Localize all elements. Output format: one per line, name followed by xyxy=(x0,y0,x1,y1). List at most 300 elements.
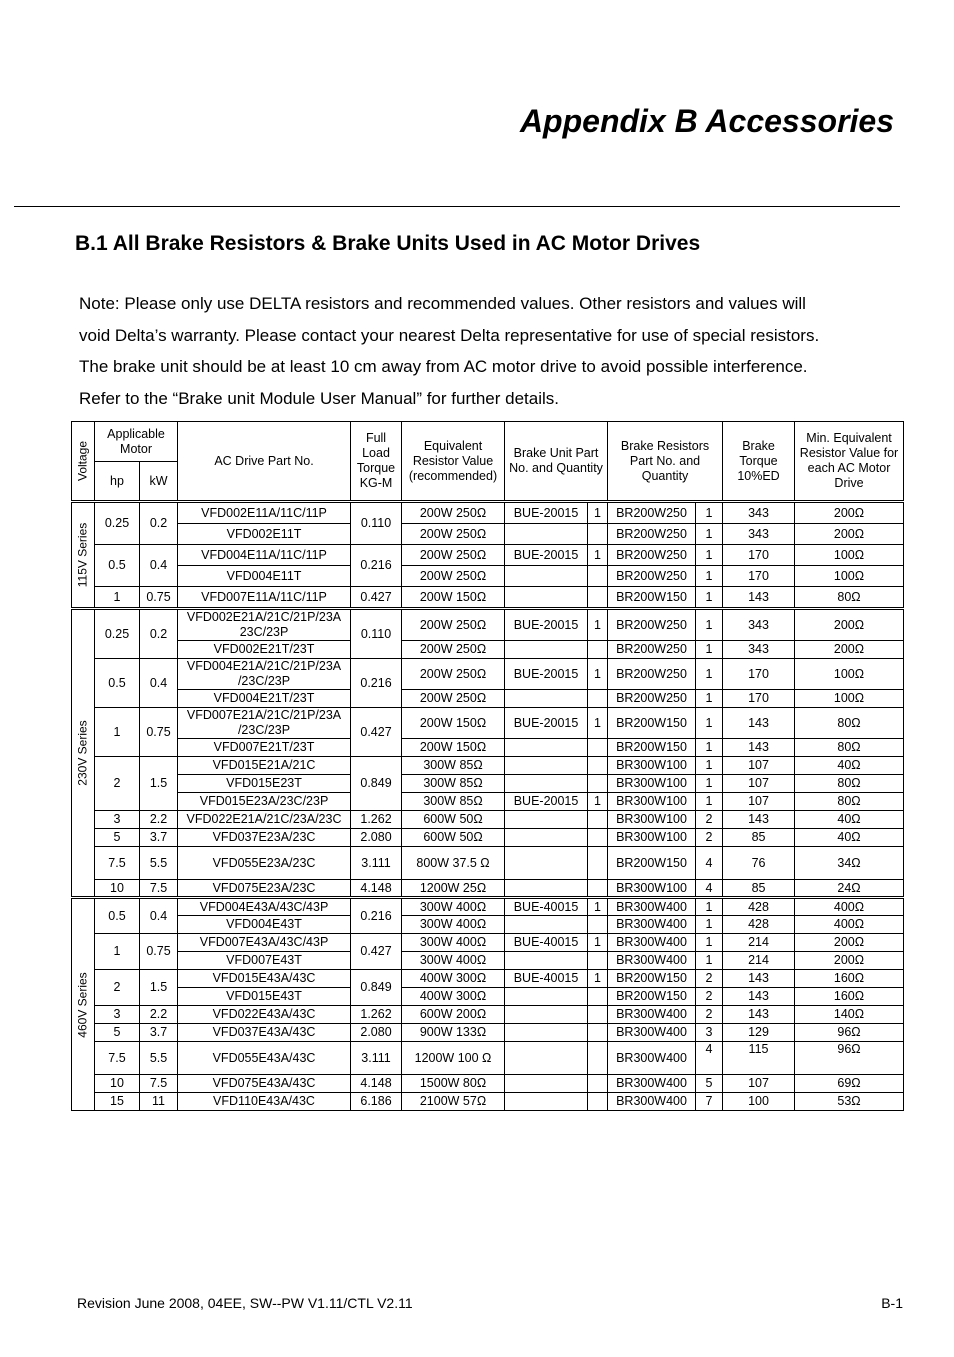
part-cell: VFD037E23A/23C xyxy=(178,829,351,847)
brake-resistor-qty-cell: 1 xyxy=(696,502,723,524)
min-resistor-cell: 80Ω xyxy=(795,708,904,739)
min-resistor-cell: 40Ω xyxy=(795,757,904,775)
brake-torque-cell: 214 xyxy=(723,934,795,952)
table-row xyxy=(72,545,904,566)
resistor-cell: 200W 250Ω xyxy=(402,502,505,524)
torque-cell: 0.427 xyxy=(351,708,402,757)
min-resistor-cell: 80Ω xyxy=(795,587,904,609)
kw-cell: 7.5 xyxy=(140,880,178,898)
min-resistor-cell: 200Ω xyxy=(795,952,904,970)
min-resistor-cell: 400Ω xyxy=(795,916,904,934)
table-row xyxy=(72,1075,904,1093)
brake-resistor-qty-cell: 1 xyxy=(696,793,723,811)
brake-torque-cell: 143 xyxy=(723,970,795,988)
table-row xyxy=(72,641,904,659)
brake-resistor-qty-cell: 1 xyxy=(696,690,723,708)
brake-resistor-qty-cell: 1 xyxy=(696,609,723,641)
brake-unit-qty-cell: 1 xyxy=(588,609,608,641)
hp-cell: 2 xyxy=(95,757,140,811)
brake-unit-cell xyxy=(505,524,588,545)
brake-torque-cell: 85 xyxy=(723,829,795,847)
table-row xyxy=(72,775,904,793)
header-brake-torque: Brake Torque 10%ED xyxy=(723,422,795,502)
brake-unit-qty-cell xyxy=(588,1093,608,1111)
brake-resistor-qty-cell: 5 xyxy=(696,1075,723,1093)
resistor-cell: 300W 400Ω xyxy=(402,916,505,934)
brake-torque-cell: 107 xyxy=(723,1075,795,1093)
table-row xyxy=(72,587,904,609)
brake-resistor-qty-cell: 4 xyxy=(696,847,723,880)
min-resistor-cell: 200Ω xyxy=(795,502,904,524)
resistor-cell: 300W 400Ω xyxy=(402,898,505,916)
torque-cell: 6.186 xyxy=(351,1093,402,1111)
brake-resistor-cell: BR300W400 xyxy=(608,1042,696,1075)
brake-torque-cell: 107 xyxy=(723,757,795,775)
brake-torque-cell: 85 xyxy=(723,880,795,898)
brake-resistor-qty-cell: 1 xyxy=(696,524,723,545)
brake-resistor-cell: BR300W400 xyxy=(608,1093,696,1111)
resistor-cell: 1500W 80Ω xyxy=(402,1075,505,1093)
table-row xyxy=(72,811,904,829)
brake-unit-qty-cell: 1 xyxy=(588,934,608,952)
brake-resistor-qty-cell: 1 xyxy=(696,775,723,793)
part-cell: VFD075E23A/23C xyxy=(178,880,351,898)
brake-resistor-cell: BR300W400 xyxy=(608,1024,696,1042)
resistor-cell: 300W 85Ω xyxy=(402,757,505,775)
part-cell: VFD015E43T xyxy=(178,988,351,1006)
kw-cell: 5.5 xyxy=(140,847,178,880)
torque-cell: 3.111 xyxy=(351,1042,402,1075)
table-row xyxy=(72,847,904,880)
brake-resistor-qty-cell: 4 xyxy=(696,1042,723,1075)
brake-resistor-qty-cell: 1 xyxy=(696,659,723,690)
torque-cell: 2.080 xyxy=(351,829,402,847)
brake-torque-cell: 100 xyxy=(723,1093,795,1111)
brake-unit-qty-cell xyxy=(588,566,608,587)
resistor-cell: 200W 250Ω xyxy=(402,566,505,587)
part-cell: VFD004E21A/21C/21P/23A /23C/23P xyxy=(178,659,351,690)
resistor-cell: 900W 133Ω xyxy=(402,1024,505,1042)
brake-resistor-cell: BR300W400 xyxy=(608,898,696,916)
brake-resistor-cell: BR300W100 xyxy=(608,829,696,847)
torque-cell: 4.148 xyxy=(351,1075,402,1093)
hp-cell: 2 xyxy=(95,970,140,1006)
part-cell: VFD007E21A/21C/21P/23A /23C/23P xyxy=(178,708,351,739)
brake-unit-cell xyxy=(505,1075,588,1093)
brake-resistor-cell: BR200W250 xyxy=(608,502,696,524)
part-cell: VFD055E23A/23C xyxy=(178,847,351,880)
brake-unit-qty-cell xyxy=(588,916,608,934)
hp-cell: 15 xyxy=(95,1093,140,1111)
brake-torque-cell: 143 xyxy=(723,988,795,1006)
resistor-cell: 400W 300Ω xyxy=(402,988,505,1006)
brake-resistor-qty-cell: 1 xyxy=(696,641,723,659)
resistor-cell: 200W 250Ω xyxy=(402,690,505,708)
brake-unit-cell: BUE-20015 xyxy=(505,708,588,739)
brake-resistor-qty-cell: 2 xyxy=(696,829,723,847)
brake-torque-cell: 343 xyxy=(723,502,795,524)
kw-cell: 0.75 xyxy=(140,708,178,757)
brake-torque-cell: 343 xyxy=(723,524,795,545)
torque-cell: 0.110 xyxy=(351,609,402,659)
kw-cell: 7.5 xyxy=(140,1075,178,1093)
torque-cell: 3.111 xyxy=(351,847,402,880)
brake-unit-cell xyxy=(505,829,588,847)
part-cell: VFD004E11A/11C/11P xyxy=(178,545,351,566)
brake-resistor-qty-cell: 4 xyxy=(696,880,723,898)
header-brake-resistors: Brake Resistors Part No. and Quantity xyxy=(608,422,723,502)
min-resistor-cell: 100Ω xyxy=(795,690,904,708)
brake-unit-cell xyxy=(505,952,588,970)
brake-unit-qty-cell xyxy=(588,739,608,757)
table-row xyxy=(72,708,904,739)
brake-resistor-qty-cell: 1 xyxy=(696,545,723,566)
resistor-cell: 200W 150Ω xyxy=(402,708,505,739)
part-cell: VFD015E21A/21C xyxy=(178,757,351,775)
brake-unit-qty-cell: 1 xyxy=(588,545,608,566)
brake-torque-cell: 107 xyxy=(723,775,795,793)
brake-resistor-cell: BR300W400 xyxy=(608,1075,696,1093)
resistor-cell: 200W 150Ω xyxy=(402,739,505,757)
brake-unit-cell xyxy=(505,880,588,898)
series-label: 460V Series xyxy=(72,898,95,1111)
brake-unit-qty-cell: 1 xyxy=(588,898,608,916)
part-cell: VFD037E43A/43C xyxy=(178,1024,351,1042)
hp-cell: 1 xyxy=(95,934,140,970)
resistor-cell: 200W 250Ω xyxy=(402,524,505,545)
brake-unit-cell: BUE-40015 xyxy=(505,898,588,916)
brake-torque-cell: 143 xyxy=(723,1006,795,1024)
series-230v xyxy=(72,609,904,898)
brake-resistor-qty-cell: 1 xyxy=(696,952,723,970)
hp-cell: 1 xyxy=(95,587,140,609)
brake-resistor-cell: BR200W250 xyxy=(608,545,696,566)
table-row xyxy=(72,739,904,757)
brake-torque-cell: 143 xyxy=(723,708,795,739)
hp-cell: 0.5 xyxy=(95,545,140,587)
min-resistor-cell: 100Ω xyxy=(795,566,904,587)
hp-cell: 10 xyxy=(95,1075,140,1093)
brake-resistor-cell: BR200W250 xyxy=(608,609,696,641)
kw-cell: 0.4 xyxy=(140,545,178,587)
brake-resistor-cell: BR200W250 xyxy=(608,524,696,545)
resistor-cell: 600W 50Ω xyxy=(402,829,505,847)
kw-cell: 0.4 xyxy=(140,659,178,708)
note-line: The brake unit should be at least 10 cm away from AC motor drive to avoid possible interference. xyxy=(79,357,808,376)
hp-cell: 5 xyxy=(95,829,140,847)
table-row xyxy=(72,793,904,811)
min-resistor-cell: 200Ω xyxy=(795,934,904,952)
brake-torque-cell: 76 xyxy=(723,847,795,880)
min-resistor-cell: 100Ω xyxy=(795,659,904,690)
kw-cell: 11 xyxy=(140,1093,178,1111)
brake-unit-cell xyxy=(505,847,588,880)
hp-cell: 1 xyxy=(95,708,140,757)
torque-cell: 0.849 xyxy=(351,970,402,1006)
kw-cell: 0.75 xyxy=(140,934,178,970)
brake-resistor-qty-cell: 1 xyxy=(696,757,723,775)
torque-cell: 0.110 xyxy=(351,502,402,545)
brake-unit-cell xyxy=(505,566,588,587)
resistor-cell: 200W 250Ω xyxy=(402,641,505,659)
table-row xyxy=(72,690,904,708)
brake-unit-cell xyxy=(505,690,588,708)
table-row xyxy=(72,609,904,641)
brake-unit-cell xyxy=(505,1093,588,1111)
resistor-cell: 600W 200Ω xyxy=(402,1006,505,1024)
table-row xyxy=(72,829,904,847)
brake-resistor-qty-cell: 1 xyxy=(696,566,723,587)
brake-unit-qty-cell xyxy=(588,829,608,847)
brake-resistor-qty-cell: 1 xyxy=(696,708,723,739)
footer-revision: Revision June 2008, 04EE, SW--PW V1.11/CTL V2.11 xyxy=(77,1295,413,1311)
header-torque: Full Load Torque KG-M xyxy=(351,422,402,502)
min-resistor-cell: 140Ω xyxy=(795,1006,904,1024)
resistor-cell: 2100W 57Ω xyxy=(402,1093,505,1111)
brake-unit-cell: BUE-40015 xyxy=(505,970,588,988)
torque-cell: 0.427 xyxy=(351,587,402,609)
series-460v xyxy=(72,898,904,1111)
brake-unit-cell: BUE-20015 xyxy=(505,545,588,566)
resistor-cell: 200W 250Ω xyxy=(402,609,505,641)
kw-cell: 2.2 xyxy=(140,1006,178,1024)
min-resistor-cell: 400Ω xyxy=(795,898,904,916)
resistor-cell: 1200W 100 Ω xyxy=(402,1042,505,1075)
brake-torque-cell: 107 xyxy=(723,793,795,811)
brake-resistor-cell: BR200W150 xyxy=(608,847,696,880)
min-resistor-cell: 200Ω xyxy=(795,609,904,641)
brake-unit-qty-cell xyxy=(588,1042,608,1075)
brake-unit-qty-cell xyxy=(588,952,608,970)
table-row xyxy=(72,659,904,690)
brake-resistor-qty-cell: 2 xyxy=(696,811,723,829)
part-cell: VFD015E43A/43C xyxy=(178,970,351,988)
brake-unit-cell xyxy=(505,775,588,793)
brake-torque-cell: 214 xyxy=(723,952,795,970)
part-cell: VFD015E23A/23C/23P xyxy=(178,793,351,811)
footer-page-number: B-1 xyxy=(881,1295,903,1311)
resistor-cell: 300W 400Ω xyxy=(402,934,505,952)
series-label: 115V Series xyxy=(72,502,95,609)
min-resistor-cell: 200Ω xyxy=(795,524,904,545)
brake-resistor-cell: BR200W150 xyxy=(608,739,696,757)
min-resistor-cell: 200Ω xyxy=(795,641,904,659)
min-resistor-cell: 160Ω xyxy=(795,970,904,988)
hp-cell: 3 xyxy=(95,811,140,829)
brake-unit-qty-cell xyxy=(588,847,608,880)
brake-resistor-qty-cell: 1 xyxy=(696,934,723,952)
part-cell: VFD004E11T xyxy=(178,566,351,587)
brake-unit-cell: BUE-40015 xyxy=(505,934,588,952)
part-cell: VFD007E43T xyxy=(178,952,351,970)
brake-resistor-qty-cell: 2 xyxy=(696,970,723,988)
brake-unit-qty-cell: 1 xyxy=(588,502,608,524)
min-resistor-cell: 96Ω xyxy=(795,1042,904,1075)
brake-resistor-qty-cell: 1 xyxy=(696,916,723,934)
part-cell: VFD022E21A/21C/23A/23C xyxy=(178,811,351,829)
table-row xyxy=(72,970,904,988)
part-cell: VFD002E21T/23T xyxy=(178,641,351,659)
brake-torque-cell: 428 xyxy=(723,916,795,934)
kw-cell: 1.5 xyxy=(140,970,178,1006)
brake-unit-cell: BUE-20015 xyxy=(505,502,588,524)
table-row xyxy=(72,566,904,587)
brake-resistor-cell: BR300W400 xyxy=(608,934,696,952)
brake-unit-qty-cell xyxy=(588,775,608,793)
resistor-cell: 600W 50Ω xyxy=(402,811,505,829)
brake-unit-qty-cell xyxy=(588,524,608,545)
header-min-resistor: Min. Equivalent Resistor Value for each AC Motor Drive xyxy=(795,422,904,502)
kw-cell: 0.75 xyxy=(140,587,178,609)
brake-unit-cell xyxy=(505,1024,588,1042)
resistor-cell: 300W 85Ω xyxy=(402,775,505,793)
brake-unit-cell: BUE-20015 xyxy=(505,793,588,811)
table-row xyxy=(72,1093,904,1111)
brake-resistor-cell: BR300W100 xyxy=(608,793,696,811)
note-line: Note: Please only use DELTA resistors and recommended values. Other resistors and values will xyxy=(79,294,806,313)
resistor-cell: 300W 400Ω xyxy=(402,952,505,970)
kw-cell: 0.2 xyxy=(140,502,178,545)
table-row xyxy=(72,1042,904,1075)
header-kw: kW xyxy=(140,462,178,502)
min-resistor-cell: 24Ω xyxy=(795,880,904,898)
brake-unit-cell xyxy=(505,988,588,1006)
brake-unit-qty-cell xyxy=(588,880,608,898)
brake-torque-cell: 170 xyxy=(723,566,795,587)
brake-resistor-cell: BR300W400 xyxy=(608,916,696,934)
min-resistor-cell: 96Ω xyxy=(795,1024,904,1042)
min-resistor-cell: 80Ω xyxy=(795,793,904,811)
brake-unit-qty-cell xyxy=(588,1024,608,1042)
kw-cell: 2.2 xyxy=(140,811,178,829)
table-row xyxy=(72,502,904,524)
torque-cell: 0.427 xyxy=(351,934,402,970)
brake-resistor-table xyxy=(71,421,904,1111)
brake-unit-qty-cell: 1 xyxy=(588,793,608,811)
chapter-title: Appendix B Accessories xyxy=(519,103,894,139)
resistor-cell: 200W 250Ω xyxy=(402,659,505,690)
brake-torque-cell: 343 xyxy=(723,609,795,641)
hp-cell: 7.5 xyxy=(95,847,140,880)
hp-cell: 0.5 xyxy=(95,659,140,708)
brake-resistor-qty-cell: 2 xyxy=(696,988,723,1006)
brake-unit-qty-cell: 1 xyxy=(588,659,608,690)
hp-cell: 3 xyxy=(95,1006,140,1024)
min-resistor-cell: 80Ω xyxy=(795,739,904,757)
header-brake-unit: Brake Unit Part No. and Quantity xyxy=(505,422,608,502)
torque-cell: 1.262 xyxy=(351,1006,402,1024)
part-cell: VFD007E43A/43C/43P xyxy=(178,934,351,952)
brake-resistor-cell: BR300W400 xyxy=(608,1006,696,1024)
part-cell: VFD075E43A/43C xyxy=(178,1075,351,1093)
brake-unit-cell xyxy=(505,587,588,609)
resistor-cell: 300W 85Ω xyxy=(402,793,505,811)
header-rule xyxy=(14,206,900,207)
brake-resistor-qty-cell: 1 xyxy=(696,587,723,609)
table-row xyxy=(72,524,904,545)
brake-resistor-cell: BR200W250 xyxy=(608,566,696,587)
brake-resistor-cell: BR200W250 xyxy=(608,659,696,690)
brake-torque-cell: 170 xyxy=(723,545,795,566)
brake-unit-cell xyxy=(505,916,588,934)
brake-unit-qty-cell: 1 xyxy=(588,708,608,739)
hp-cell: 0.5 xyxy=(95,898,140,934)
brake-unit-cell xyxy=(505,1042,588,1075)
table-row xyxy=(72,916,904,934)
brake-unit-cell xyxy=(505,641,588,659)
brake-resistor-cell: BR200W150 xyxy=(608,970,696,988)
header-hp: hp xyxy=(95,462,140,502)
part-cell: VFD022E43A/43C xyxy=(178,1006,351,1024)
min-resistor-cell: 100Ω xyxy=(795,545,904,566)
hp-cell: 10 xyxy=(95,880,140,898)
brake-torque-cell: 143 xyxy=(723,587,795,609)
brake-unit-cell: BUE-20015 xyxy=(505,659,588,690)
kw-cell: 3.7 xyxy=(140,1024,178,1042)
part-cell: VFD007E21T/23T xyxy=(178,739,351,757)
min-resistor-cell: 53Ω xyxy=(795,1093,904,1111)
brake-torque-cell: 170 xyxy=(723,690,795,708)
hp-cell: 7.5 xyxy=(95,1042,140,1075)
brake-torque-cell: 343 xyxy=(723,641,795,659)
resistor-cell: 1200W 25Ω xyxy=(402,880,505,898)
header-resistor: Equivalent Resistor Value (recommended) xyxy=(402,422,505,502)
header-applicable-motor: Applicable Motor xyxy=(95,422,178,462)
brake-torque-cell: 428 xyxy=(723,898,795,916)
part-cell: VFD002E11A/11C/11P xyxy=(178,502,351,524)
part-cell: VFD002E21A/21C/21P/23A 23C/23P xyxy=(178,609,351,641)
brake-resistor-cell: BR200W250 xyxy=(608,690,696,708)
series-115v xyxy=(72,502,904,609)
brake-resistor-qty-cell: 1 xyxy=(696,739,723,757)
brake-resistor-cell: BR200W150 xyxy=(608,708,696,739)
header-voltage: Voltage xyxy=(72,422,95,502)
part-cell: VFD015E23T xyxy=(178,775,351,793)
part-cell: VFD055E43A/43C xyxy=(178,1042,351,1075)
section-title: B.1 All Brake Resistors & Brake Units Used in AC Motor Drives xyxy=(75,232,701,255)
part-cell: VFD110E43A/43C xyxy=(178,1093,351,1111)
min-resistor-cell: 80Ω xyxy=(795,775,904,793)
brake-resistor-qty-cell: 3 xyxy=(696,1024,723,1042)
table-row xyxy=(72,1024,904,1042)
resistor-cell: 400W 300Ω xyxy=(402,970,505,988)
table-row xyxy=(72,934,904,952)
note-line: void Delta’s warranty. Please contact your nearest Delta representative for use of special resistors. xyxy=(79,325,820,345)
brake-resistor-cell: BR200W150 xyxy=(608,587,696,609)
torque-cell: 0.216 xyxy=(351,545,402,587)
part-cell: VFD004E43T xyxy=(178,916,351,934)
kw-cell: 0.2 xyxy=(140,609,178,659)
resistor-cell: 200W 150Ω xyxy=(402,587,505,609)
part-cell: VFD002E11T xyxy=(178,524,351,545)
kw-cell: 5.5 xyxy=(140,1042,178,1075)
brake-torque-cell: 170 xyxy=(723,659,795,690)
table-row xyxy=(72,898,904,916)
resistor-cell: 200W 250Ω xyxy=(402,545,505,566)
brake-torque-cell: 143 xyxy=(723,739,795,757)
hp-cell: 0.25 xyxy=(95,609,140,659)
brake-unit-qty-cell xyxy=(588,1075,608,1093)
kw-cell: 0.4 xyxy=(140,898,178,934)
brake-resistor-qty-cell: 1 xyxy=(696,898,723,916)
table-row xyxy=(72,757,904,775)
brake-resistor-qty-cell: 2 xyxy=(696,1006,723,1024)
brake-resistor-cell: BR300W100 xyxy=(608,775,696,793)
torque-cell: 2.080 xyxy=(351,1024,402,1042)
header-part-no: AC Drive Part No. xyxy=(178,422,351,502)
brake-unit-qty-cell xyxy=(588,690,608,708)
brake-torque-cell: 129 xyxy=(723,1024,795,1042)
